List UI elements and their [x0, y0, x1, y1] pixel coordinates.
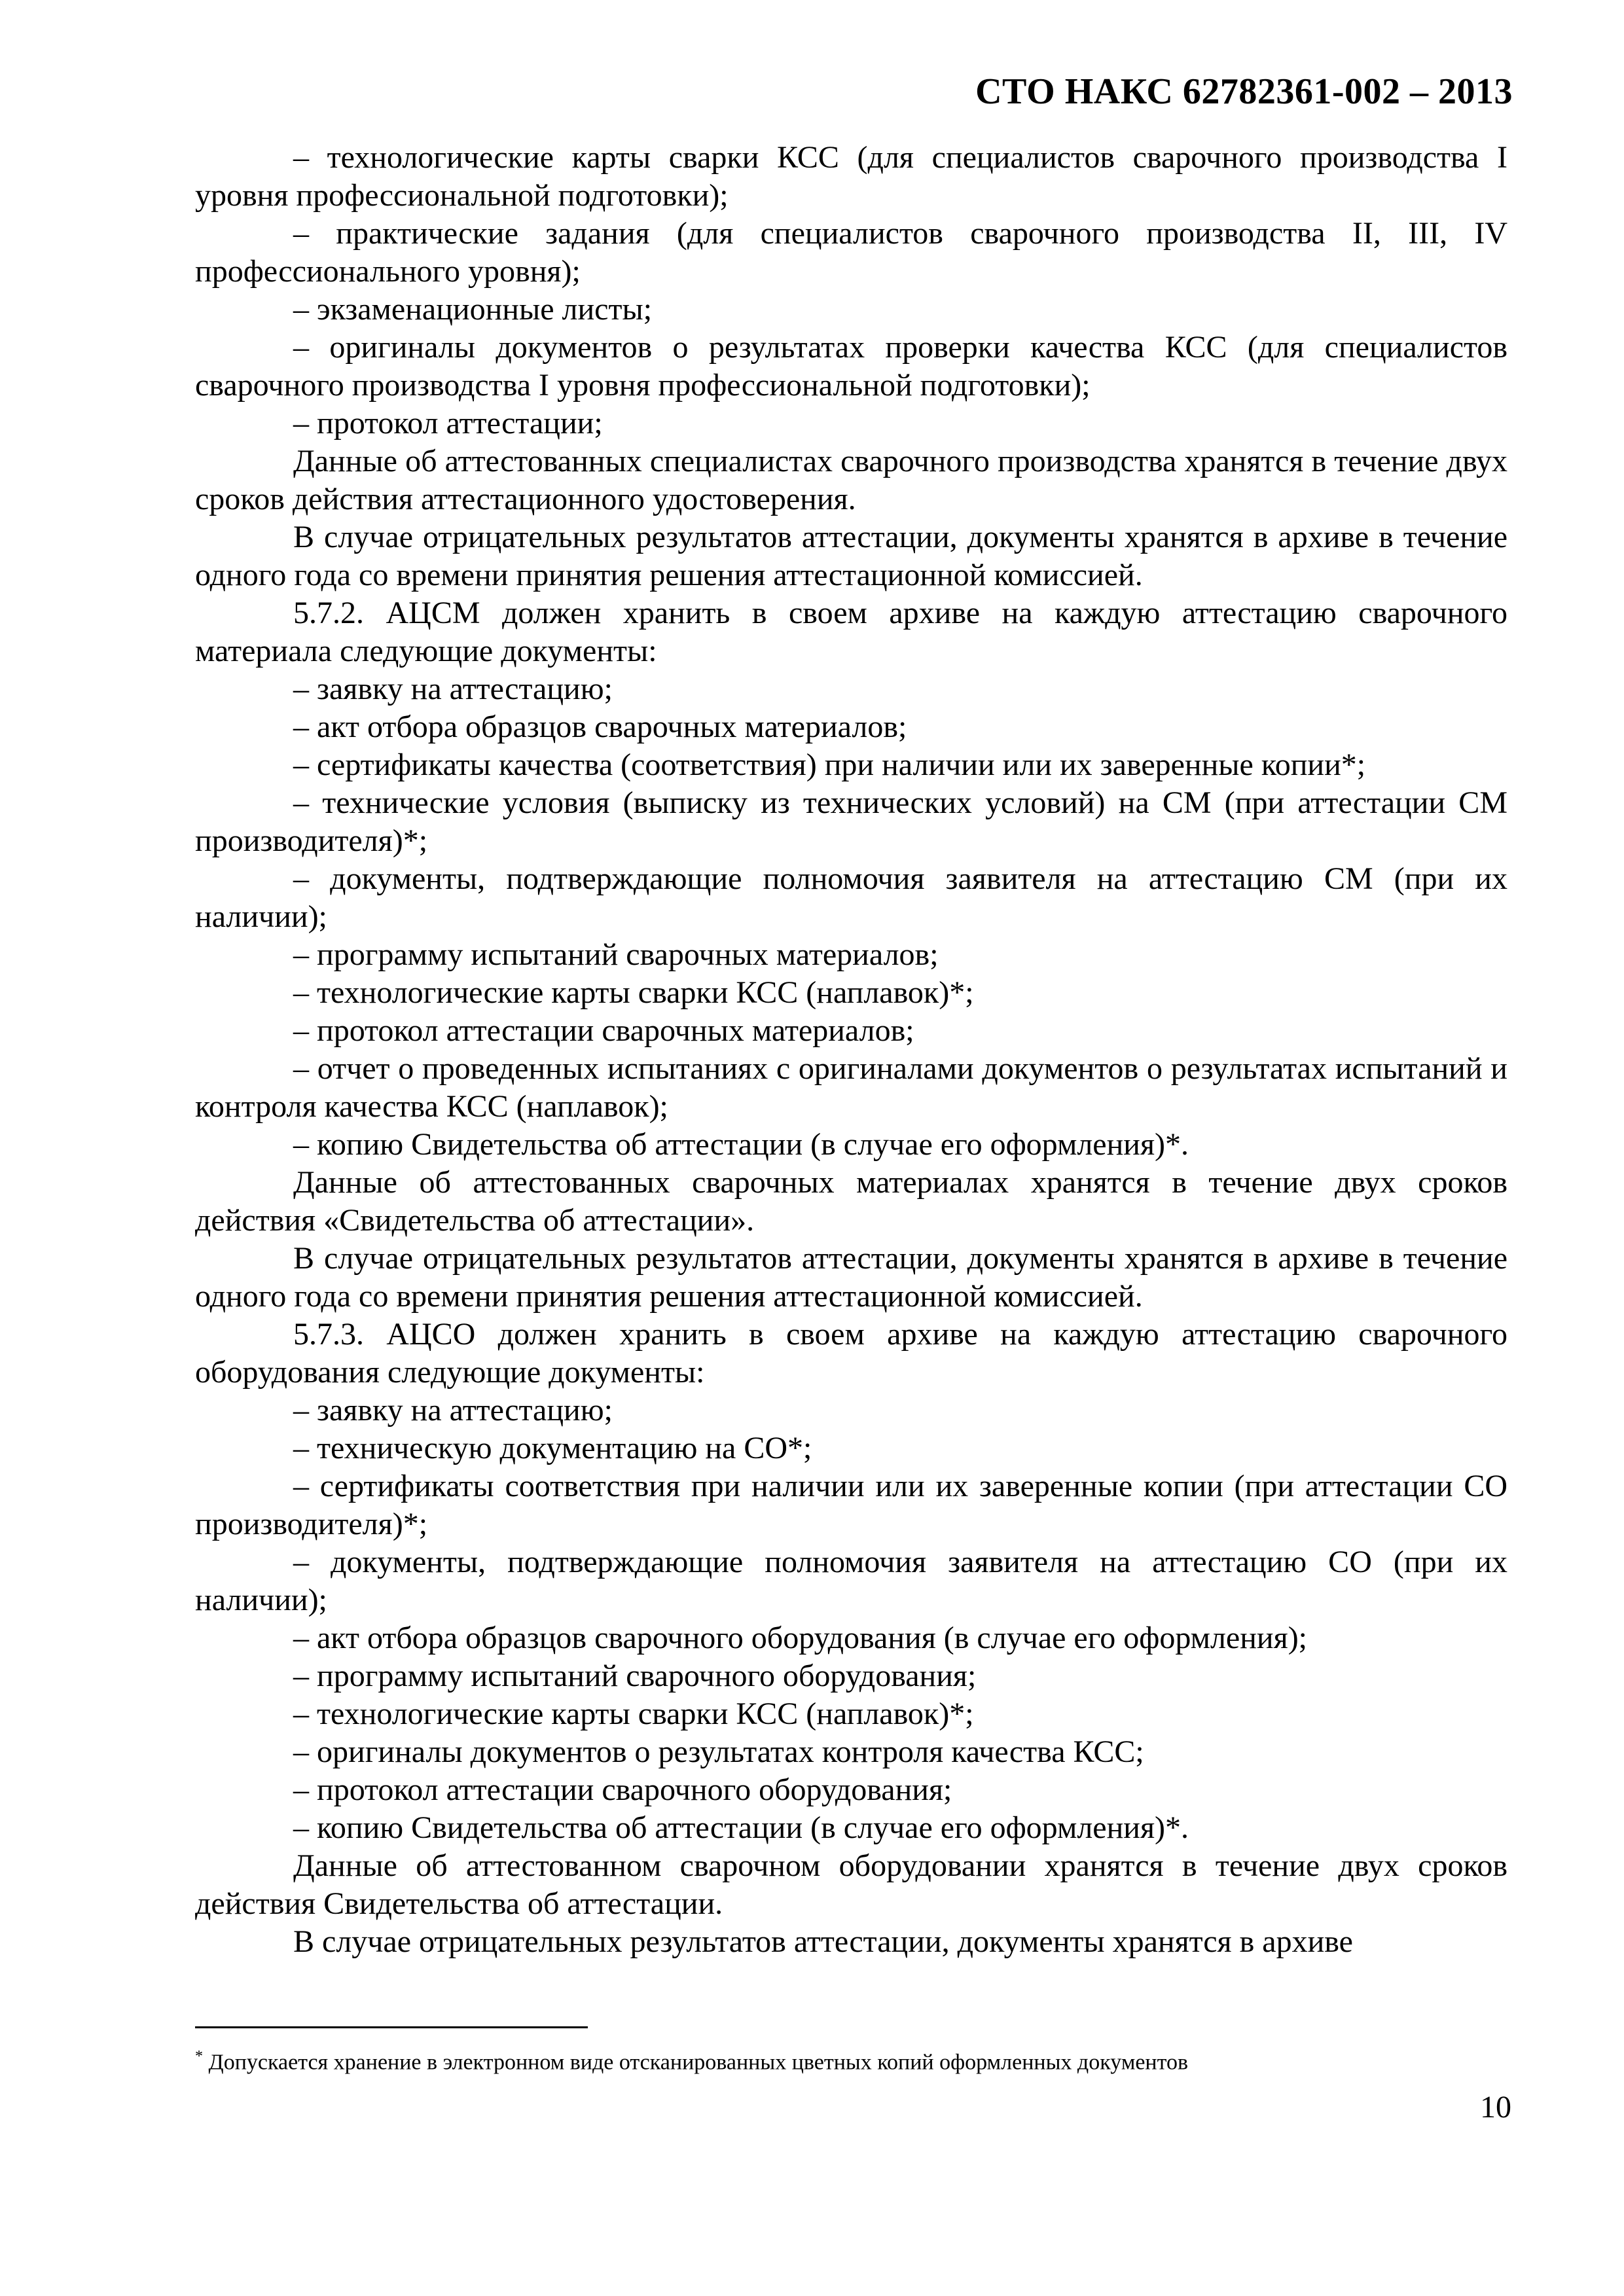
paragraph: – заявку на аттестацию; [293, 1393, 613, 1427]
paragraph: – протокол аттестации сварочных материалов; [293, 1013, 914, 1048]
paragraph: – технологические карты сварки КСС (наплавок)*; [293, 975, 974, 1010]
footnote [195, 2042, 1188, 2077]
paragraph: – протокол аттестации сварочного оборудования; [293, 1772, 952, 1807]
paragraph: Данные об аттестованных сварочных материалах хранятся в течение двух сроков действия «Свидетельства об аттестации». [195, 1165, 1507, 1238]
paragraph: – технологические карты сварки КСС (наплавок)*; [293, 1696, 974, 1731]
paragraph: – оригиналы документов о результатах контроля качества КСС; [293, 1734, 1144, 1769]
paragraph: – копию Свидетельства об аттестации (в случае его оформления)*. [293, 1810, 1189, 1845]
paragraph: – оригиналы документов о результатах проверки качества КСС (для специалистов сварочного производства I уровня профессиональной подготовки); [195, 330, 1507, 403]
footnote-separator [195, 2026, 588, 2028]
section-5-7-2: 5.7.2. АЦСМ должен хранить в своем архиве на каждую аттестацию сварочного материала следующие документы: [195, 596, 1507, 668]
paragraph: – сертификаты соответствия при наличии или их заверенные копии (при аттестации СО производителя)*; [195, 1469, 1507, 1541]
paragraph: – техническую документацию на СО*; [293, 1431, 812, 1465]
paragraph: – программу испытаний сварочных материалов; [293, 937, 939, 972]
paragraph: – копию Свидетельства об аттестации (в случае его оформления)*. [293, 1127, 1189, 1162]
paragraph: – сертификаты качества (соответствия) при наличии или их заверенные копии*; [293, 747, 1366, 782]
paragraph: – экзаменационные листы; [293, 292, 653, 327]
paragraph: В случае отрицательных результатов аттестации, документы хранятся в архиве в течение одного года со времени принятия решения аттестационной комиссией. [195, 520, 1507, 592]
footnote-text: Допускается хранение в электронном виде отсканированных цветных копий оформленных документов [208, 2050, 1189, 2075]
paragraph: – технологические карты сварки КСС (для специалистов сварочного производства I уровня профессиональной подготовки); [195, 140, 1507, 213]
paragraph: В случае отрицательных результатов аттестации, документы хранятся в архиве [293, 1924, 1353, 1959]
page-body [195, 139, 1507, 1961]
section-5-7-3: 5.7.3. АЦСО должен хранить в своем архиве на каждую аттестацию сварочного оборудования следующие документы: [195, 1317, 1507, 1390]
paragraph: – заявку на аттестацию; [293, 672, 613, 706]
paragraph: – акт отбора образцов сварочного оборудования (в случае его оформления); [293, 1621, 1308, 1655]
paragraph: – документы, подтверждающие полномочия заявителя на аттестацию СО (при их наличии); [195, 1545, 1507, 1617]
paragraph: – технические условия (выписку из технических условий) на СМ (при аттестации СМ производителя)*; [195, 785, 1507, 858]
paragraph: – документы, подтверждающие полномочия заявителя на аттестацию СМ (при их наличии); [195, 861, 1507, 934]
paragraph: – программу испытаний сварочного оборудования; [293, 1659, 977, 1693]
paragraph: – протокол аттестации; [293, 406, 603, 440]
paragraph: В случае отрицательных результатов аттестации, документы хранятся в архиве в течение одного года со времени принятия решения аттестационной комиссией. [195, 1241, 1507, 1314]
page-number: 10 [1480, 2090, 1511, 2125]
paragraph: – отчет о проведенных испытаниях с оригиналами документов о результатах испытаний и контроля качества КСС (наплавок); [195, 1051, 1507, 1124]
footnote-mark: * [195, 2048, 203, 2065]
paragraph: Данные об аттестованном сварочном оборудовании хранятся в течение двух сроков действия Свидетельства об аттестации. [195, 1848, 1507, 1921]
paragraph: Данные об аттестованных специалистах сварочного производства хранятся в течение двух сроков действия аттестационного удостоверения. [195, 444, 1507, 516]
paragraph: – акт отбора образцов сварочных материалов; [293, 709, 907, 744]
document-code-header: СТО НАКС 62782361-002 – 2013 [975, 71, 1513, 112]
paragraph: – практические задания (для специалистов сварочного производства II, III, IV профессионального уровня); [195, 216, 1507, 289]
